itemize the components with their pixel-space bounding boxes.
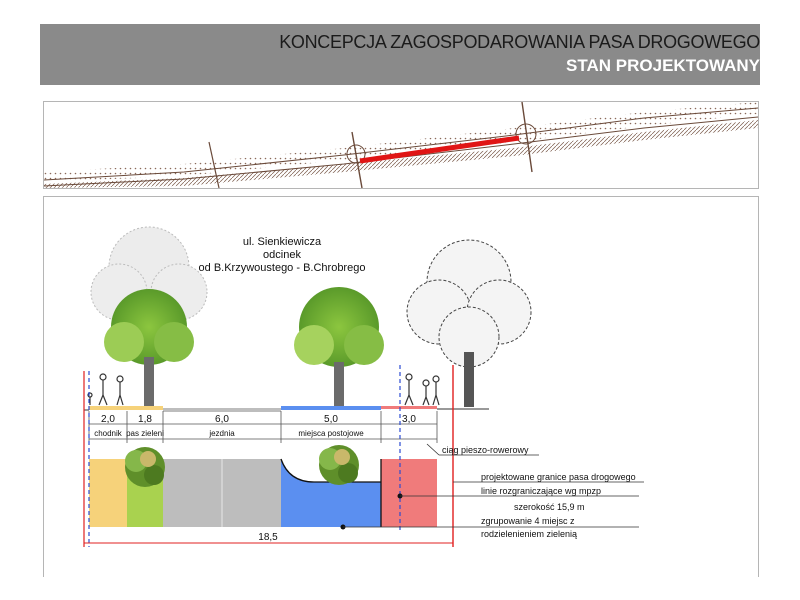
zone-name-miejsca: miejsca postojowe bbox=[298, 429, 364, 438]
ciag-label: ciąg pieszo-rowerowy bbox=[442, 445, 529, 455]
shrub-middle bbox=[319, 445, 359, 485]
section-label: odcinek bbox=[263, 249, 301, 261]
total-width-label: 18,5 bbox=[258, 532, 278, 543]
plan-ciag-pieszo-rowerowy bbox=[381, 459, 437, 527]
cross-section-panel bbox=[43, 196, 759, 577]
linie-label: linie rozgraniczające wg mpzp bbox=[481, 486, 602, 496]
zone-width-ciag: 3,0 bbox=[402, 414, 416, 425]
tree-right bbox=[407, 240, 531, 407]
zone-width-jezdnia: 6,0 bbox=[215, 414, 229, 425]
pedestrians-left bbox=[88, 374, 123, 405]
street-name: ul. Sienkiewicza bbox=[242, 236, 322, 248]
zgrupowanie-label-1: zgrupowanie 4 miejsc z bbox=[481, 516, 575, 526]
zone-name-chodnik: chodnik bbox=[94, 429, 122, 438]
street-map-svg bbox=[44, 102, 758, 188]
location-map bbox=[43, 101, 759, 189]
pedestrians-right bbox=[405, 374, 439, 405]
tree-middle bbox=[294, 287, 384, 407]
cross-section-svg bbox=[44, 197, 758, 577]
ground-profile bbox=[84, 406, 489, 412]
section-range: od B.Krzywoustego - B.Chrobrego bbox=[198, 262, 366, 274]
zone-width-pas-zieleni: 1,8 bbox=[138, 414, 152, 425]
plan-view bbox=[89, 445, 437, 527]
plan-chodnik bbox=[89, 459, 127, 527]
ciag-leader bbox=[427, 444, 439, 455]
title-bar bbox=[40, 24, 760, 85]
zone-name-jezdnia: jezdnia bbox=[209, 429, 235, 438]
granice-label: projektowane granice pasa drogowego bbox=[481, 472, 636, 482]
building-blocks-north bbox=[44, 102, 758, 182]
page-title: KONCEPCJA ZAGOSPODAROWANIA PASA DROGOWEGO bbox=[279, 32, 760, 52]
szerokosc-label: szerokość 15,9 m bbox=[514, 502, 585, 512]
tree-left bbox=[91, 227, 207, 407]
zone-width-miejsca: 5,0 bbox=[324, 414, 338, 425]
zgrupowanie-label-2: rodzielenieniem zielenią bbox=[481, 529, 578, 539]
zone-width-chodnik: 2,0 bbox=[101, 414, 115, 425]
shrub-left bbox=[125, 447, 165, 487]
page-subtitle: STAN PROJEKTOWANY bbox=[566, 56, 760, 75]
zone-name-pas-zieleni: pas zieleni bbox=[126, 429, 164, 438]
